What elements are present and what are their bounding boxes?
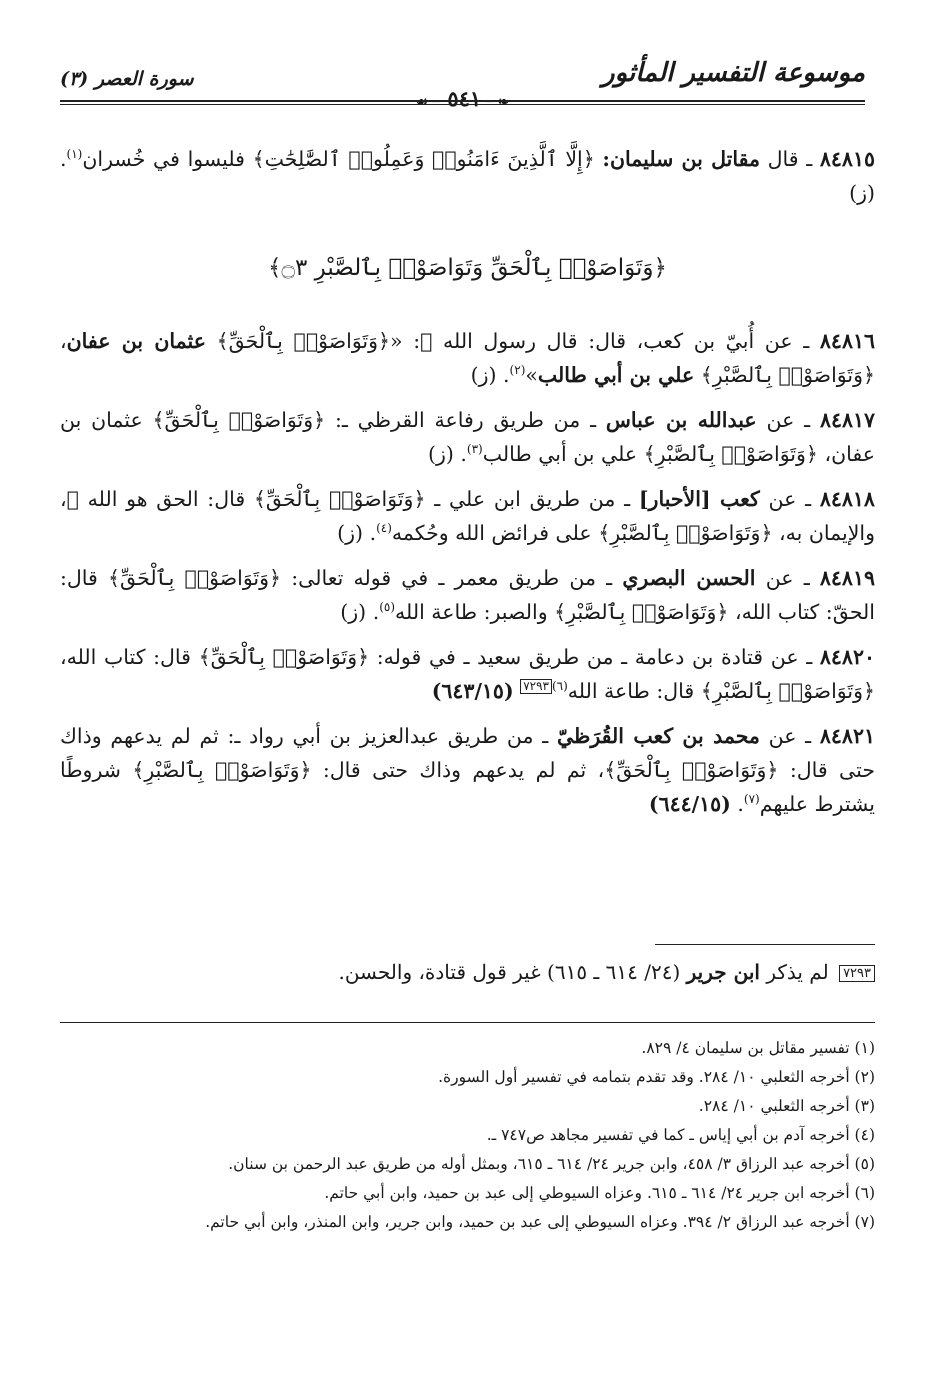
ornament-right: ❧ ─ xyxy=(481,95,509,110)
surah-title: سورة العصر (٣) xyxy=(60,68,194,90)
entry-text: على فرائض الله وحُكمه xyxy=(391,521,592,545)
volume-page-ref: (٦٤٤/١٥) xyxy=(648,792,731,816)
quran-verse: ﴿وَتَوَاصَوْا۟ بِٱلصَّبْرِ﴾ xyxy=(700,679,875,703)
footnote: (٤) أخرجه آدم بن أبي إياس ـ كما في تفسير مجاهد ص٧٤٧ ـ. xyxy=(486,1126,875,1144)
quran-verse: ﴿وَتَوَاصَوْا۟ بِٱلْحَقِّ﴾ xyxy=(198,645,370,669)
entry-text: » xyxy=(525,363,538,387)
footnote: (٢) أخرجه الثعلبي ١٠/ ٢٨٤. وقد تقدم بتمامه في تفسير أول السورة. xyxy=(438,1068,875,1086)
entry-text: ـ عن xyxy=(766,408,811,432)
commentary-box-ref: ٧٢٩٣ xyxy=(520,679,552,694)
entry-text: علي بن أبي طالب xyxy=(482,442,638,466)
footnote-marker: (٢) xyxy=(509,363,526,378)
entry-text: عثمان بن عفان، xyxy=(60,408,875,466)
entry-number: ٨٤٨١٩ xyxy=(819,566,875,590)
quran-verse: ﴿وَتَوَاصَوْا۟ بِٱلصَّبْرِ﴾ xyxy=(700,363,875,387)
quran-verse: ﴿إِلَّا ٱلَّذِينَ ءَامَنُوا۟ وَعَمِلُوا۟ ٱلصَّٰلِحَٰتِ﴾ xyxy=(252,147,595,171)
entry-text: فليسوا في خُسران xyxy=(82,147,245,171)
footnote: (٦) أخرجه ابن جرير ٢٤/ ٦١٤ ـ ٦١٥. وعزاه السيوطي إلى عبد بن حميد، وابن أبي حاتم. xyxy=(324,1184,875,1202)
entry-text: قال: الحقّ: كتاب الله، xyxy=(60,566,875,624)
entry-tail: . (ز) xyxy=(337,521,377,545)
entry-text: ـ عن xyxy=(765,566,810,590)
commentary-text: (٢٤/ ٦١٤ ـ ٦١٥) غير قول قتادة، والحسن. xyxy=(338,960,681,984)
footnote: (٥) أخرجه عبد الرزاق ٣/ ٤٥٨، وابن جرير ٢٤/ ٦١٤ ـ ٦١٥، وبمثل أوله من طريق عبد الرحمن بن سنان. xyxy=(228,1155,875,1173)
entry-text: ـ قال xyxy=(767,147,813,171)
page-number: ٥٤١ xyxy=(447,86,482,111)
entry-text: ، ثم لم يدعهم وذاك حتى قال: xyxy=(322,758,605,782)
entry-tail: . (ز) xyxy=(427,442,467,466)
footnote-marker: (٦) xyxy=(551,679,568,694)
entry-84820 xyxy=(60,640,875,708)
quran-verse: ﴿وَتَوَاصَوْا۟ بِٱلصَّبْرِ﴾ xyxy=(643,442,818,466)
entry-text: ـ عن xyxy=(768,487,812,511)
commentary-box-number: ٧٢٩٣ xyxy=(839,965,875,982)
entry-84819 xyxy=(60,561,875,629)
footnote: (١) تفسير مقاتل بن سليمان ٤/ ٨٢٩. xyxy=(641,1039,875,1057)
quran-verse: ﴿وَتَوَاصَوْا۟ بِٱلْحَقِّ﴾ xyxy=(152,408,326,432)
narrator-name: عبدالله بن عباس xyxy=(605,408,757,432)
footnote-marker: (٣) xyxy=(466,442,483,457)
quran-verse: ﴿وَتَوَاصَوْا۟ بِٱلصَّبْرِ﴾ xyxy=(598,521,773,545)
quran-verse: ﴿وَتَوَاصَوْا۟ بِٱلْحَقِّ﴾ xyxy=(253,487,426,511)
ayah-heading: ﴿وَتَوَاصَوْا۟ بِٱلْحَقِّ وَتَوَاصَوْا۟ بِٱلصَّبْرِ ۝٣﴾ xyxy=(267,255,668,281)
entry-text: قال: الحق هو الله ﷻ، والإيمان به، xyxy=(60,487,875,545)
entry-tail: . (ز) xyxy=(60,147,875,205)
header-rule-thin xyxy=(60,104,865,105)
entry-number: ٨٤٨٢٠ xyxy=(819,645,875,669)
narrator-name: علي بن أبي طالب xyxy=(537,363,695,387)
entry-tail: . (ز) xyxy=(340,600,380,624)
entry-tail: . (ز) xyxy=(470,363,510,387)
quran-verse: ﴿وَتَوَاصَوْا۟ بِٱلْحَقِّ﴾ xyxy=(108,566,282,590)
footnotes-rule xyxy=(60,1022,875,1023)
entry-number: ٨٤٨١٦ xyxy=(819,329,875,353)
footnote-marker: (٥) xyxy=(379,600,396,615)
entry-number: ٨٤٨٢١ xyxy=(819,724,875,748)
main-text xyxy=(60,142,875,832)
entry-84821: ٨٤٨٢١ ـ عن محمد بن كعب القُرَظيّ ـ من طريق عبدالعزيز بن أبي رواد ـ: ثم لم يدعهم وذاك حتى قال: ﴿وَتَوَاصَوْا۟ بِٱلْحَقِّ﴾، ثم لم يدعهم وذاك حتى قال: ﴿وَتَوَاصَوْا۟ بِٱلصَّبْرِ﴾ شروطًا يشترط عليهم$^{(٧)}$. (٦٤٤/١٥) xyxy=(60,724,875,816)
commentary-text: لم يذكر xyxy=(766,960,829,984)
volume-page-ref: (٦٤٣/١٥) xyxy=(431,679,514,703)
narrator-name: محمد بن كعب القُرَظيّ xyxy=(556,724,760,748)
entry-number: ٨٤٨١٥ xyxy=(819,147,875,171)
narrator-name: الحسن البصري xyxy=(622,566,756,590)
entry-84817 xyxy=(60,403,875,471)
footnote-marker: (١) xyxy=(66,147,83,162)
entry-number: ٨٤٨١٧ xyxy=(819,408,875,432)
entry-text: ـ عن قتادة بن دعامة ـ من طريق سعيد ـ في قوله: xyxy=(376,645,813,669)
entry-84815 xyxy=(60,142,875,210)
narrator-name: كعب [الأحبار] xyxy=(638,487,760,511)
footnote-marker: (٤) xyxy=(376,521,392,536)
narrator-name: عثمان بن عفان xyxy=(66,329,206,353)
footnote: (٣) أخرجه الثعلبي ١٠/ ٢٨٤. xyxy=(698,1097,875,1115)
commentary-rule xyxy=(655,944,875,945)
entry-text: ـ من طريق رفاعة القرظي ـ: xyxy=(334,408,597,432)
entry-text: قال: طاعة الله xyxy=(567,679,695,703)
footnote-marker: (٧) xyxy=(743,792,760,807)
header-rule xyxy=(60,100,865,102)
entry-text: ، xyxy=(60,329,67,353)
entry-text: ـ من طريق عبدالعزيز بن أبي رواد ـ: ثم لم يدعهم وذاك حتى قال: xyxy=(60,724,875,782)
entry-text: قال: كتاب الله، xyxy=(60,645,191,669)
entry-84818 xyxy=(60,482,875,550)
entry-text: والصبر: طاعة الله xyxy=(395,600,548,624)
entry-text: ـ عن xyxy=(768,724,812,748)
entry-text: شروطًا يشترط عليهم xyxy=(60,758,875,816)
book-title: موسوعة التفسير المأثور xyxy=(602,58,865,88)
page-header xyxy=(60,52,865,112)
ornament-left: ─ ☙ xyxy=(416,95,441,110)
quran-verse: ﴿وَتَوَاصَوْا۟ بِٱلْحَقِّ﴾ xyxy=(604,758,779,782)
narrator-name: مقاتل بن سليمان: xyxy=(602,147,760,171)
entry-84816 xyxy=(60,324,875,392)
quran-verse: ﴿وَتَوَاصَوْا۟ بِٱلصَّبْرِ﴾ xyxy=(132,758,312,782)
entry-number: ٨٤٨١٨ xyxy=(819,487,875,511)
commentary xyxy=(60,955,875,989)
quran-verse: ﴿وَتَوَاصَوْا۟ بِٱلْحَقِّ﴾ xyxy=(216,329,391,353)
entry-text: ـ من طريق معمر ـ في قوله تعالى: xyxy=(291,566,613,590)
entry-text: ـ من طريق ابن علي ـ xyxy=(434,487,631,511)
footnote: (٧) أخرجه عبد الرزاق ٢/ ٣٩٤. وعزاه السيوطي إلى عبد بن حميد، وابن جرير، وابن المنذر، وابن أبي حاتم. xyxy=(205,1213,875,1231)
footnotes xyxy=(60,1034,875,1237)
commentary-author: ابن جرير xyxy=(686,960,760,984)
quran-verse: ﴿وَتَوَاصَوْا۟ بِٱلصَّبْرِ﴾ xyxy=(554,600,729,624)
entry-text: ـ عن أُبيّ بن كعب، قال: قال رسول الله ﷺ: « xyxy=(390,329,810,353)
